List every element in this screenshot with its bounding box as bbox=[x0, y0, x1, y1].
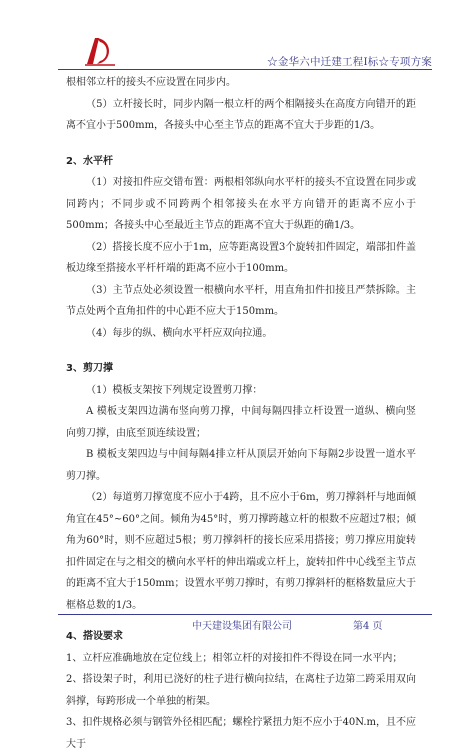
paragraph: （5）立杆接长时，同步内隔一根立杆的两个相隔接头在高度方向错开的距离不宜小于500mm，各接头中心至主节点的距离不宜大于步距的1/3。 bbox=[66, 98, 416, 131]
header-title: ☆金华六中迁建工程Ⅰ标☆专项方案 bbox=[267, 56, 432, 68]
paragraph: （2）搭接长度不应小于1m，应等距离设置3个旋转扣件固定，端部扣件盖板边缘至搭接水平杆杆端的距离不应小于100mm。 bbox=[66, 241, 416, 274]
paragraph: （1）对接扣件应交错布置：两根相邻纵向水平杆的接头不宜设置在同步或同跨内；不同步或不同跨两个相邻接头在水平方向错开的距离不应小于500mm；各接头中心至最近主节点的距离不宜大于纵距的确1/3。 bbox=[66, 177, 416, 231]
page-number: 第4 页 bbox=[353, 621, 383, 632]
paragraph: （2）每道剪刀撑宽度不应小于4跨，且不应小于6m，剪刀撑斜杆与地面倾角宜在45°~60°之间。倾角为45°时，剪刀撑跨越立杆的根数不应超过7根；倾角为60°时，则不应超过5根；剪刀撑斜杆的接长应采用搭接；剪刀撑应用旋转扣件固定在与之相交的横向水平杆的伸出端或立杆上，旋转扣件中心线至主节点的距离不宜大于150mm；设置水平剪刀撑时，有剪刀撑斜杆的框格数量应大于框格总数的1/3。 bbox=[66, 492, 416, 611]
paragraph: （4）每步的纵、横向水平杆应双向拉通。 bbox=[86, 327, 273, 339]
paragraph: 2、搭设架子时，利用已浇好的柱子进行横向拉结，在离柱子边第二跨采用双向斜撑，每跨形成一个单独的桁架。 bbox=[66, 674, 416, 707]
paragraph: B 模板支架四边与中间每隔4排立杆从顶层开始向下每隔2步设置一道水平剪刀撑。 bbox=[66, 449, 416, 482]
document-body bbox=[66, 72, 416, 755]
paragraph: 1、立杆应准确地放在定位线上；相邻立杆的对接扣件不得设在同一水平内； bbox=[66, 652, 403, 664]
footer-divider bbox=[58, 614, 432, 615]
paragraph: 3、扣件规格必须与钢管外径相匹配；螺栓拧紧扭力矩不应小于40N.m，且不应大于 bbox=[66, 717, 416, 750]
paragraph: （1）模板支架按下列规定设置剪刀撑： bbox=[86, 384, 263, 396]
company-logo-icon bbox=[83, 34, 117, 68]
section-heading: 4、搭设要求 bbox=[66, 631, 123, 642]
header-divider bbox=[58, 69, 432, 70]
paragraph: A 模板支架四边满布竖向剪刀撑，中间每隔四排立杆设置一道纵、横向竖向剪刀撑，由底至顶连续设置； bbox=[66, 406, 416, 439]
footer-company: 中天建设集团有限公司 bbox=[192, 621, 292, 632]
paragraph: 根相邻立杆的接头不应设置在同步内。 bbox=[66, 77, 236, 88]
paragraph: （3）主节点处必须设置一根横向水平杆，用直角扣件扣接且严禁拆除。主节点处两个直角扣件的中心距不应大于150mm。 bbox=[66, 284, 416, 317]
section-heading: 3、剪刀撑 bbox=[66, 363, 113, 374]
section-heading: 2、水平杆 bbox=[66, 155, 113, 167]
